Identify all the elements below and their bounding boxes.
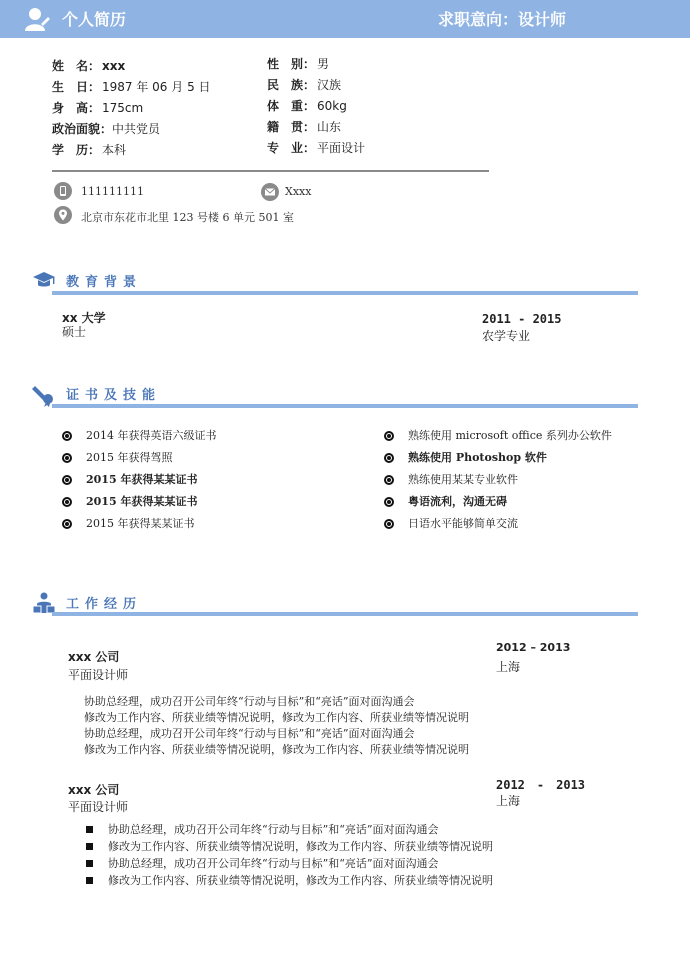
location-icon — [54, 206, 72, 224]
job-desc-line: 协助总经理，成功召开公司年终“行动与目标”和“亮话”面对面沟通会 — [108, 823, 439, 836]
skill-item: 日语水平能够简单交流 — [408, 517, 518, 530]
job-years: 2012 - 2013 — [496, 778, 586, 792]
education-major: 农学专业 — [482, 329, 531, 343]
education-years: 2011 - 2015 — [482, 312, 562, 326]
bullet-icon — [384, 431, 394, 441]
job-intent: 求职意向：设计师 — [438, 10, 567, 29]
skill-item: 熟练使用 Photoshop 软件 — [408, 451, 547, 464]
work-title: 工作经历 — [66, 597, 143, 612]
skill-item: 熟练使用 microsoft office 系列办公软件 — [408, 429, 612, 442]
info-name: 姓 名： xxx — [52, 59, 126, 73]
skills-title: 证书及技能 — [66, 388, 162, 403]
job-desc-line: 修改为工作内容、所获业绩等情况说明，修改为工作内容、所获业绩等情况说明 — [84, 743, 469, 756]
graduation-cap-icon — [32, 268, 56, 292]
job-desc-line: 修改为工作内容、所获业绩等情况说明，修改为工作内容、所获业绩等情况说明 — [84, 711, 469, 724]
education-school: xx 大学 — [62, 311, 106, 325]
bullet-icon — [384, 453, 394, 463]
bullet-icon — [384, 519, 394, 529]
job-company: xxx 公司 — [68, 650, 120, 664]
skill-item: 2014 年获得英语六级证书 — [86, 429, 217, 442]
bullet-icon — [384, 497, 394, 507]
skill-item: 熟练使用某某专业软件 — [408, 473, 518, 486]
job-desc-line: 协助总经理，成功召开公司年终“行动与目标”和“亮话”面对面沟通会 — [84, 695, 415, 708]
job-desc-line: 修改为工作内容、所获业绩等情况说明，修改为工作内容、所获业绩等情况说明 — [108, 874, 493, 887]
work-line — [52, 612, 638, 616]
square-bullet-icon — [86, 826, 93, 833]
info-divider — [52, 170, 489, 172]
job-city: 上海 — [496, 794, 521, 808]
info-ethnicity: 民 族： 汉族 — [267, 78, 342, 92]
skill-item: 粤语流利，沟通无碍 — [408, 495, 507, 508]
info-major: 专 业： 平面设计 — [267, 141, 366, 155]
square-bullet-icon — [86, 877, 93, 884]
info-birthday: 生 日： 1987 年 06 月 5 日 — [52, 80, 211, 94]
job-desc-line: 协助总经理，成功召开公司年终“行动与目标”和“亮话”面对面沟通会 — [84, 727, 415, 740]
email-address: Xxxx — [285, 185, 312, 198]
bullet-icon — [62, 519, 72, 529]
skill-item: 2015 年获得驾照 — [86, 451, 173, 464]
job-desc-line: 协助总经理，成功召开公司年终“行动与目标”和“亮话”面对面沟通会 — [108, 857, 439, 870]
info-weight: 体 重： 60kg — [267, 99, 347, 113]
bullet-icon — [62, 431, 72, 441]
page-title: 个人简历 — [62, 10, 127, 29]
job-position: 平面设计师 — [68, 668, 129, 682]
person-icon — [24, 6, 50, 32]
address: 北京市东花市北里 123 号楼 6 单元 501 室 — [81, 211, 294, 224]
bullet-icon — [384, 475, 394, 485]
info-political: 政治面貌：中共党员 — [52, 122, 161, 136]
skill-item: 2015 年获得某某证书 — [86, 473, 198, 486]
phone-number: 111111111 — [81, 185, 144, 198]
info-height: 身 高： 175cm — [52, 101, 144, 115]
skills-line — [52, 404, 638, 408]
phone-icon — [54, 182, 72, 200]
job-position: 平面设计师 — [68, 800, 129, 814]
job-desc-line: 修改为工作内容、所获业绩等情况说明，修改为工作内容、所获业绩等情况说明 — [108, 840, 493, 853]
square-bullet-icon — [86, 860, 93, 867]
job-company: xxx 公司 — [68, 783, 120, 797]
job-city: 上海 — [496, 660, 521, 674]
square-bullet-icon — [86, 843, 93, 850]
header-bar — [0, 0, 690, 38]
bullet-icon — [62, 497, 72, 507]
info-education: 学 历： 本科 — [52, 143, 127, 157]
job-years: 2012 – 2013 — [496, 641, 571, 654]
education-degree: 硕士 — [62, 325, 87, 339]
bullet-icon — [62, 453, 72, 463]
info-hometown: 籍 贯： 山东 — [267, 120, 342, 134]
education-line — [52, 291, 638, 295]
skill-item: 2015 年获得某某证书 — [86, 495, 198, 508]
bullet-icon — [62, 475, 72, 485]
info-gender: 性 别： 男 — [267, 57, 330, 71]
education-title: 教育背景 — [66, 275, 143, 290]
email-icon — [261, 183, 279, 201]
skill-item: 2015 年获得某某证书 — [86, 517, 195, 530]
